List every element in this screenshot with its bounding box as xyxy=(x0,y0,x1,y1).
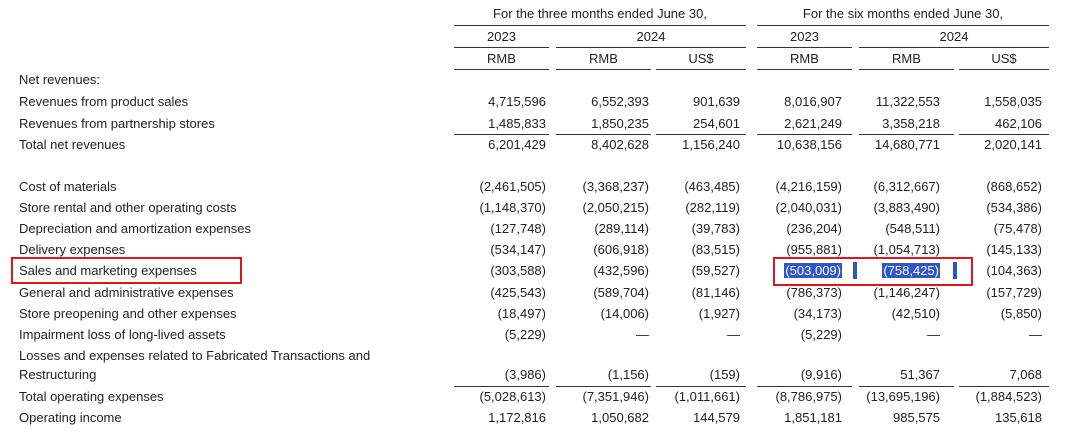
value-cell: 144,579 xyxy=(693,410,740,425)
subtotal-rule xyxy=(859,134,954,135)
value-cell: 2,020,141 xyxy=(984,137,1042,152)
value-cell: (868,652) xyxy=(986,179,1042,194)
value-cell: — xyxy=(636,327,649,342)
currency-label: RMB xyxy=(892,51,921,66)
total-rule xyxy=(454,386,549,387)
year-label: 2024 xyxy=(636,29,666,44)
row-label: Cost of materials xyxy=(19,179,117,194)
value-cell: (786,373) xyxy=(786,285,842,300)
value-cell: 985,575 xyxy=(893,410,940,425)
annotation-box-label xyxy=(11,257,242,284)
row-label: General and administrative expenses xyxy=(19,285,234,300)
value-cell: (145,133) xyxy=(986,242,1042,257)
currency-label: RMB xyxy=(790,51,819,66)
year-rule xyxy=(859,47,1049,48)
value-cell: 6,552,393 xyxy=(591,94,649,109)
value-cell: (3,368,237) xyxy=(582,179,649,194)
value-cell: (5,850) xyxy=(1000,306,1042,321)
value-cell: (606,918) xyxy=(593,242,649,257)
currency-label: US$ xyxy=(991,51,1017,66)
value-cell: 8,402,628 xyxy=(591,137,649,152)
value-cell: (1,011,661) xyxy=(674,389,740,404)
value-cell: 4,715,596 xyxy=(488,94,546,109)
row-label: Net revenues: xyxy=(19,72,100,87)
value-cell: (289,114) xyxy=(594,221,649,236)
currency-rule xyxy=(757,69,852,70)
year-label: 2023 xyxy=(487,29,516,44)
value-cell: (81,146) xyxy=(691,285,740,300)
value-cell: (59,527) xyxy=(691,263,740,278)
value-cell: (1,927) xyxy=(698,306,740,321)
header-rule xyxy=(757,25,1049,26)
value-cell: (589,704) xyxy=(593,285,649,300)
value-cell: 462,106 xyxy=(995,116,1042,131)
value-cell: (42,510) xyxy=(891,306,940,321)
year-label: 2023 xyxy=(790,29,819,44)
value-cell: (1,054,713) xyxy=(873,242,940,257)
row-label: Store rental and other operating costs xyxy=(19,200,237,215)
value-cell: 10,638,156 xyxy=(776,137,842,152)
value-cell: (39,783) xyxy=(691,221,740,236)
currency-rule xyxy=(656,69,746,70)
value-cell: 2,621,249 xyxy=(784,116,842,131)
value-cell: (7,351,946) xyxy=(582,389,649,404)
value-cell: (1,884,523) xyxy=(975,389,1042,404)
value-cell: — xyxy=(927,327,940,342)
value-cell: 254,601 xyxy=(693,116,740,131)
value-cell: (1,146,247) xyxy=(873,285,940,300)
value-cell: 8,016,907 xyxy=(784,94,842,109)
value-cell: (534,147) xyxy=(490,242,546,257)
value-cell: (955,881) xyxy=(786,242,842,257)
value-cell: (1,148,370) xyxy=(479,200,546,215)
value-cell: (104,363) xyxy=(986,263,1042,278)
value-cell: — xyxy=(1029,327,1042,342)
value-cell: 1,558,035 xyxy=(984,94,1042,109)
header-six-months: For the six months ended June 30, xyxy=(802,6,1004,21)
row-label: Total net revenues xyxy=(19,137,126,152)
value-cell: (18,497) xyxy=(497,306,546,321)
row-label: Restructuring xyxy=(19,367,97,382)
value-cell: (2,461,505) xyxy=(479,179,546,194)
value-cell: (4,216,159) xyxy=(775,179,842,194)
row-label: Depreciation and amortization expenses xyxy=(19,221,251,236)
currency-rule xyxy=(959,69,1049,70)
value-cell: (14,006) xyxy=(600,306,649,321)
subtotal-rule xyxy=(757,134,852,135)
value-cell: 1,156,240 xyxy=(682,137,740,152)
year-rule xyxy=(757,47,852,48)
row-label: Revenues from product sales xyxy=(19,94,189,109)
value-cell: (127,748) xyxy=(490,221,546,236)
value-cell: (2,050,215) xyxy=(582,200,649,215)
total-rule xyxy=(556,386,651,387)
value-cell: (5,028,613) xyxy=(479,389,546,404)
header-rule xyxy=(454,25,746,26)
value-cell: (9,916) xyxy=(800,367,842,382)
selected-text[interactable]: (503,009) xyxy=(785,263,841,278)
value-cell: — xyxy=(727,327,740,342)
total-rule xyxy=(656,386,746,387)
value-cell: 1,850,235 xyxy=(591,116,649,131)
selected-text[interactable]: (758,425) xyxy=(883,263,939,278)
value-cell: (534,386) xyxy=(986,200,1042,215)
row-label: Revenues from partnership stores xyxy=(19,116,215,131)
currency-rule xyxy=(556,69,651,70)
annotation-box-values xyxy=(773,257,973,286)
value-cell: (83,515) xyxy=(691,242,740,257)
subtotal-rule xyxy=(656,134,746,135)
year-rule xyxy=(454,47,549,48)
value-cell: (3,883,490) xyxy=(873,200,940,215)
row-label: Impairment loss of long-lived assets xyxy=(19,327,226,342)
value-cell: 11,322,553 xyxy=(875,94,940,109)
year-label: 2024 xyxy=(939,29,969,44)
row-label: Store preopening and other expenses xyxy=(19,306,237,321)
value-cell: (3,986) xyxy=(504,367,546,382)
value-cell: 6,201,429 xyxy=(488,137,546,152)
value-cell: 901,639 xyxy=(693,94,740,109)
value-cell: (548,511) xyxy=(885,221,940,236)
row-label: Operating income xyxy=(19,410,122,425)
row-label: Delivery expenses xyxy=(19,242,126,257)
value-cell: (2,040,031) xyxy=(775,200,842,215)
row-label: Total operating expenses xyxy=(19,389,164,404)
subtotal-rule xyxy=(556,134,651,135)
value-cell: (5,229) xyxy=(800,327,842,342)
value-cell: (425,543) xyxy=(490,285,546,300)
total-rule xyxy=(859,386,954,387)
currency-rule xyxy=(859,69,954,70)
value-cell: (8,786,975) xyxy=(775,389,842,404)
value-cell: (5,229) xyxy=(504,327,546,342)
header-three-months: For the three months ended June 30, xyxy=(493,6,707,21)
value-cell: 14,680,771 xyxy=(874,137,940,152)
currency-rule xyxy=(454,69,549,70)
subtotal-rule xyxy=(959,134,1049,135)
value-cell: (282,119) xyxy=(685,200,740,215)
value-cell: (6,312,667) xyxy=(873,179,940,194)
currency-label: RMB xyxy=(487,51,516,66)
value-cell: 1,851,181 xyxy=(784,410,842,425)
value-cell: (13,695,196) xyxy=(866,389,940,404)
value-cell: (463,485) xyxy=(684,179,740,194)
value-cell: (303,588) xyxy=(490,263,546,278)
value-cell: (159) xyxy=(709,367,740,382)
value-cell: (75,478) xyxy=(993,221,1042,236)
year-rule xyxy=(556,47,746,48)
currency-label: RMB xyxy=(589,51,618,66)
value-cell: (1,156) xyxy=(607,367,649,382)
row-label: Sales and marketing expenses xyxy=(19,263,197,278)
total-rule xyxy=(757,386,852,387)
value-cell: 1,050,682 xyxy=(591,410,649,425)
subtotal-rule xyxy=(454,134,549,135)
value-cell: 1,485,833 xyxy=(488,116,546,131)
value-cell: (157,729) xyxy=(986,285,1042,300)
value-cell: (432,596) xyxy=(593,263,649,278)
value-cell: (236,204) xyxy=(786,221,842,236)
value-cell: 1,172,816 xyxy=(488,410,546,425)
value-cell: 3,358,218 xyxy=(882,116,940,131)
total-rule xyxy=(959,386,1049,387)
value-cell: 51,367 xyxy=(900,367,940,382)
value-cell: 135,618 xyxy=(995,410,1042,425)
row-label: Losses and expenses related to Fabricated Transactions and xyxy=(19,348,371,363)
value-cell: 7,068 xyxy=(1009,367,1042,382)
currency-label: US$ xyxy=(688,51,714,66)
value-cell: (34,173) xyxy=(793,306,842,321)
